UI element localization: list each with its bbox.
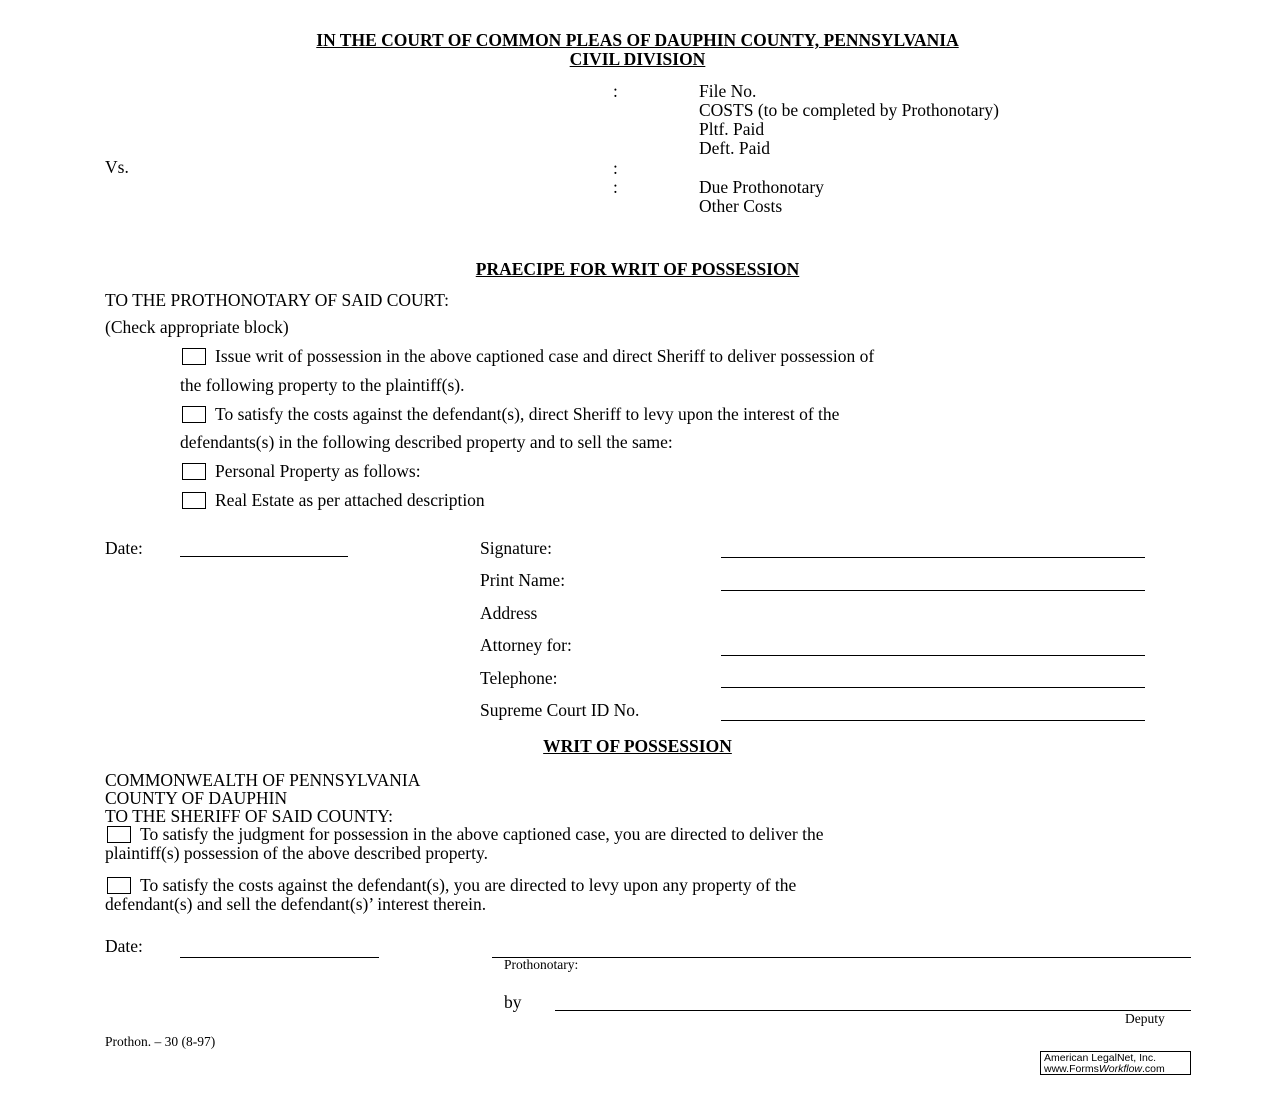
division-title: CIVIL DIVISION <box>569 49 706 69</box>
writ-option1-line2: plaintiff(s) possession of the above described property. <box>105 843 488 863</box>
print-name-label: Print Name: <box>480 570 566 590</box>
address-label: Address <box>480 603 538 623</box>
stamp-url <box>1044 1064 1187 1075</box>
praecipe-option3: Personal Property as follows: <box>215 461 421 481</box>
stamp-url-italic: Workflow <box>1098 1063 1143 1075</box>
signature-field[interactable] <box>721 557 1145 558</box>
praecipe-date-label: Date: <box>105 538 143 558</box>
supreme-court-id-label: Supreme Court ID No. <box>480 700 640 720</box>
writ-checkbox-costs[interactable] <box>107 877 131 894</box>
praecipe-date-field[interactable] <box>180 556 348 557</box>
stamp-url-suffix: .com <box>1142 1063 1165 1075</box>
supreme-court-id-field[interactable] <box>721 720 1145 721</box>
caption-colon-1: : <box>613 81 618 101</box>
praecipe-to: TO THE PROTHONOTARY OF SAID COURT: <box>105 290 449 310</box>
other-costs-label: Other Costs <box>699 196 783 216</box>
praecipe-option2-line2: defendants(s) in the following described property and to sell the same: <box>180 432 673 452</box>
stamp-url-prefix: www.Forms <box>1044 1063 1099 1075</box>
attorney-for-field[interactable] <box>721 655 1145 656</box>
prothonotary-signature-line[interactable] <box>492 957 1191 958</box>
writ-commonwealth: COMMONWEALTH OF PENNSYLVANIA <box>105 770 421 790</box>
praecipe-title: PRAECIPE FOR WRIT OF POSSESSION <box>475 259 800 279</box>
stamp-company: American LegalNet, Inc. <box>1044 1052 1157 1064</box>
telephone-field[interactable] <box>721 687 1145 688</box>
court-title: IN THE COURT OF COMMON PLEAS OF DAUPHIN COUNTY, PENNSYLVANIA <box>316 30 959 50</box>
writ-title: WRIT OF POSSESSION <box>543 736 732 756</box>
writ-option2-line2: defendant(s) and sell the defendant(s)’ interest therein. <box>105 894 487 914</box>
pltf-paid-label: Pltf. Paid <box>699 119 765 139</box>
caption-colon-2: : <box>613 158 618 178</box>
writ-checkbox-judgment[interactable] <box>107 826 131 843</box>
form-code: Prothon. – 30 (8-97) <box>105 1034 216 1049</box>
deft-paid-label: Deft. Paid <box>699 138 770 158</box>
deputy-label: Deputy <box>1125 1011 1165 1026</box>
praecipe-option1-line1: Issue writ of possession in the above captioned case and direct Sheriff to deliver possession of <box>215 346 875 366</box>
writ-to-sheriff: TO THE SHERIFF OF SAID COUNTY: <box>105 806 393 826</box>
costs-label: COSTS (to be completed by Prothonotary) <box>699 100 999 120</box>
praecipe-option2-line1: To satisfy the costs against the defendant(s), direct Sheriff to levy upon the interest of the <box>215 404 840 424</box>
caption-colon-3: : <box>613 177 618 197</box>
praecipe-option4: Real Estate as per attached description <box>215 490 485 510</box>
telephone-label: Telephone: <box>480 668 558 688</box>
praecipe-checkbox-possession[interactable] <box>182 348 206 365</box>
praecipe-checkbox-costs[interactable] <box>182 406 206 423</box>
by-label: by <box>504 992 522 1012</box>
praecipe-checkbox-personal-property[interactable] <box>182 463 206 480</box>
prothonotary-label: Prothonotary: <box>504 957 579 972</box>
writ-county: COUNTY OF DAUPHIN <box>105 788 288 808</box>
vs-label: Vs. <box>105 157 129 177</box>
due-prothonotary-label: Due Prothonotary <box>699 177 824 197</box>
writ-date-field[interactable] <box>180 957 379 958</box>
praecipe-instruction: (Check appropriate block) <box>105 317 289 337</box>
deputy-signature-line[interactable] <box>555 1010 1191 1011</box>
praecipe-option1-line2: the following property to the plaintiff(s). <box>180 375 465 395</box>
publisher-stamp <box>1040 1051 1191 1075</box>
file-no-label: File No. <box>699 81 757 101</box>
praecipe-checkbox-real-estate[interactable] <box>182 492 206 509</box>
writ-option2-line1: To satisfy the costs against the defendant(s), you are directed to levy upon any property of the <box>140 875 797 895</box>
print-name-field[interactable] <box>721 590 1145 591</box>
signature-label: Signature: <box>480 538 552 558</box>
writ-date-label: Date: <box>105 936 143 956</box>
writ-option1-line1: To satisfy the judgment for possession in the above captioned case, you are directed to deliver the <box>140 824 824 844</box>
attorney-for-label: Attorney for: <box>480 635 572 655</box>
